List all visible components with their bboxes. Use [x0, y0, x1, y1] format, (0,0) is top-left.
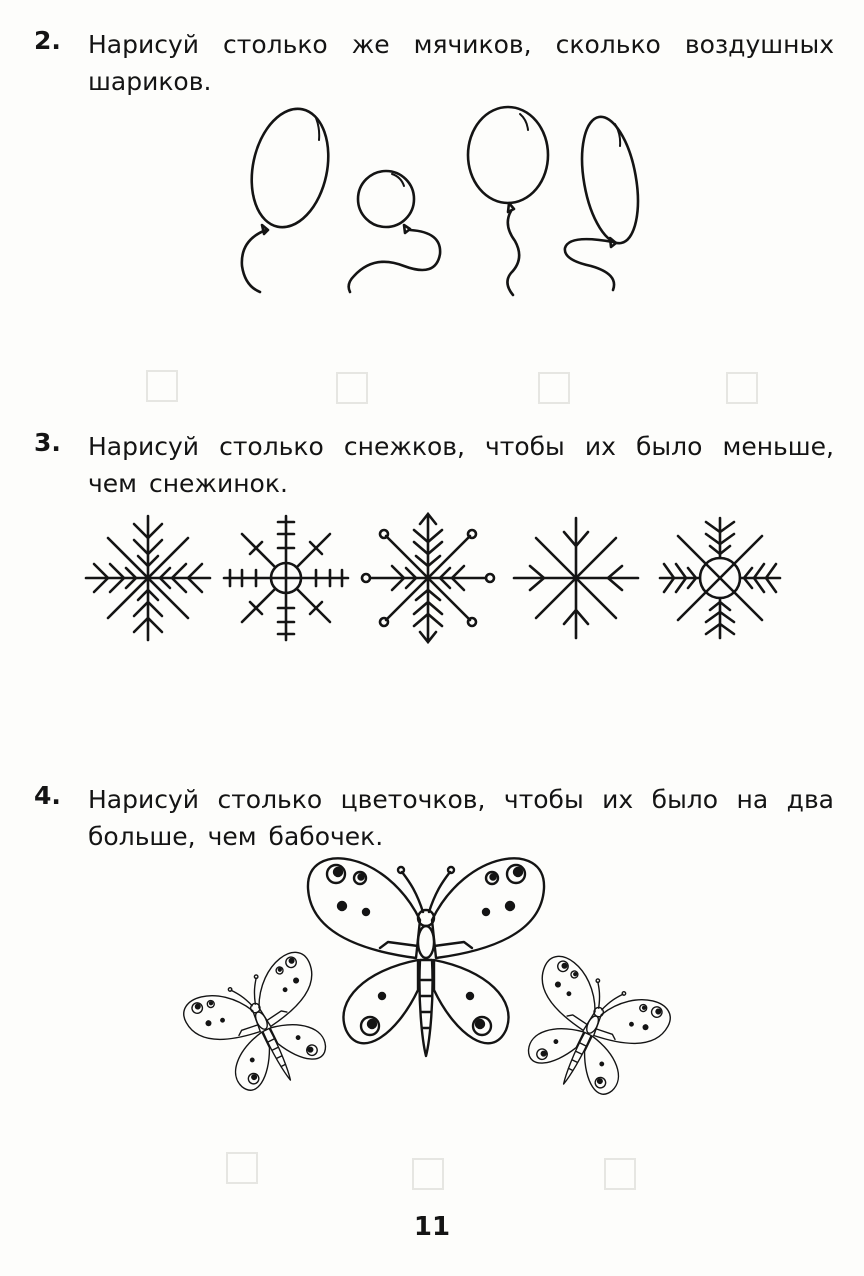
task-text: Нарисуй столько снежков, чтобы их было меньше, чем снежинок. — [88, 432, 834, 498]
task-text: Нарисуй столько цветочков, чтобы их было на два больше, чем бабочек. — [88, 785, 834, 851]
task-number: 4. — [34, 781, 61, 810]
page-number: 11 — [413, 1212, 451, 1242]
butterfly-icon — [502, 951, 675, 1114]
butterfly-icon — [308, 858, 544, 1056]
task-text: Нарисуй столько же мячиков, сколько воздушных шариков. — [88, 30, 834, 96]
task-number: 3. — [34, 428, 61, 457]
butterfly-icon — [179, 947, 352, 1110]
task-number: 2. — [34, 26, 61, 55]
